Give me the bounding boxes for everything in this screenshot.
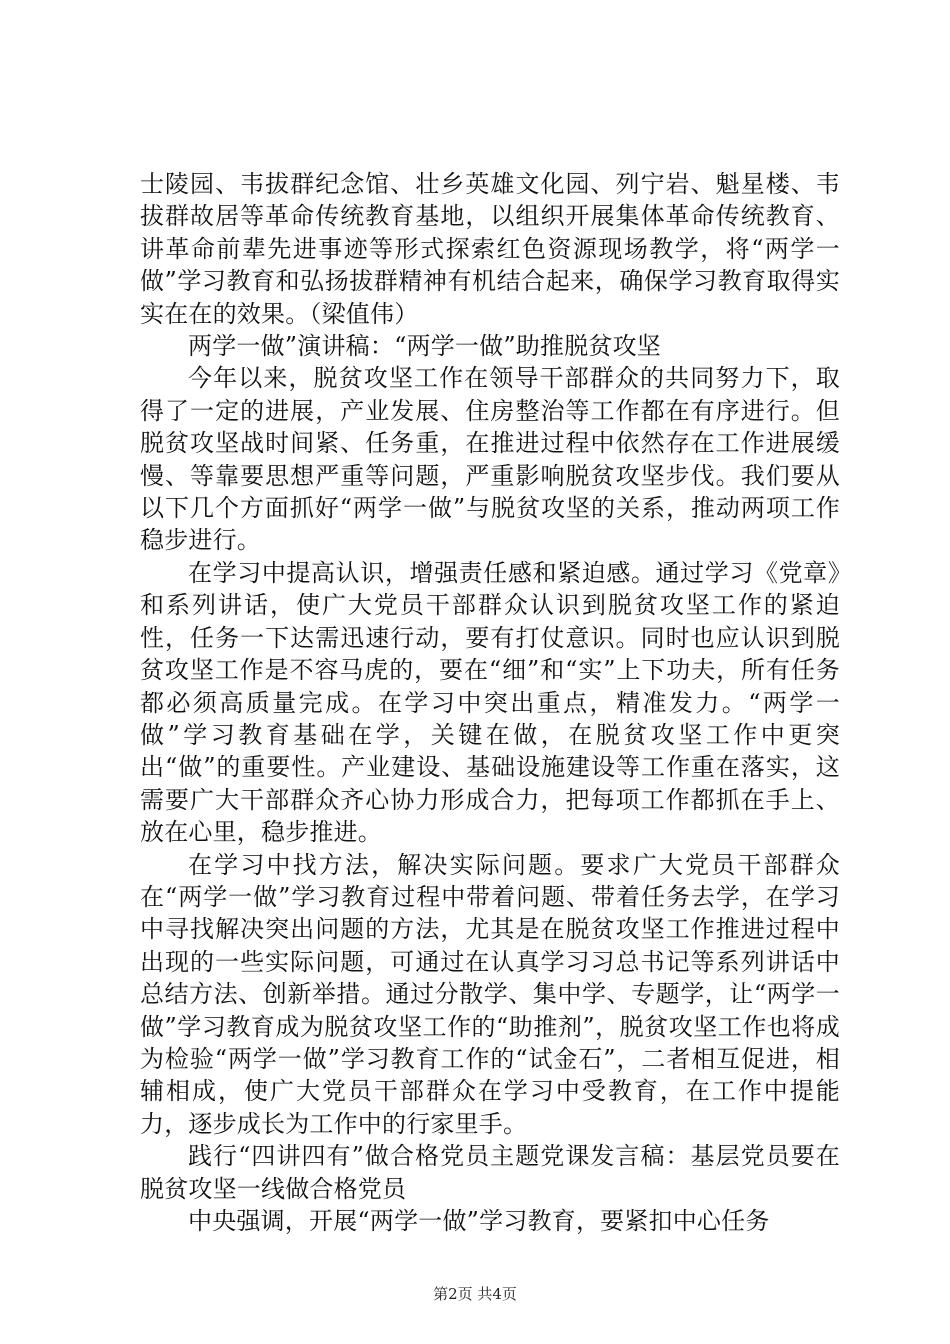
paragraph-central: 中央强调，开展“两学一做”学习教育，要紧扣中心任务 xyxy=(188,1207,770,1235)
paragraph-lecture-title: 践行“四讲四有”做合格党员主题党课发言稿：基层党员要在脱贫攻坚一线做合格党员 xyxy=(140,1142,840,1203)
page-footer: 第2页 共4页 xyxy=(433,1285,517,1303)
document-body xyxy=(140,168,840,1237)
paragraph-methods: 在学习中找方法，解决实际问题。要求广大党员干部群众在“两学一做”学习教育过程中带着问题、带着任务去学，在学习中寻找解决突出问题的方法，尤其是在脱贫攻坚工作推进过程中出现的一些实际问题，可通过在认真学习习总书记等系列讲话中总结方法、创新举措。通过分散学、集中学、专题学，让“两学一做”学习教育成为脱贫攻坚工作的“助推剂”，脱贫攻坚工作也将成为检验“两学一做”学习教育工作的“试金石”，二者相互促进，相辅相成，使广大党员干部群众在学习中受教育，在工作中提能力，逐步成长为工作中的行家里手。 xyxy=(140,850,840,1138)
paragraph-intro: 今年以来，脱贫攻坚工作在领导干部群众的共同努力下，取得了一定的进展，产业发展、住房整治等工作都在有序进行。但脱贫攻坚战时间紧、任务重，在推进过程中依然存在工作进展缓慢、等靠要思想严重等问题，严重影响脱贫攻坚步伐。我们要从以下几个方面抓好“两学一做”与脱贫攻坚的关系，推动两项工作稳步进行。 xyxy=(140,364,840,555)
paragraph-awareness: 在学习中提高认识，增强责任感和紧迫感。通过学习《党章》和系列讲话，使广大党员干部群众认识到脱贫攻坚工作的紧迫性，任务一下达需迅速行动，要有打仗意识。同时也应认识到脱贫攻坚工作是不容马虎的，要在“细”和“实”上下功夫，所有任务都必须高质量完成。在学习中突出重点，精准发力。“两学一做”学习教育基础在学，关键在做，在脱贫攻坚工作中更突出“做”的重要性。产业建设、基础设施建设等工作重在落实，这需要广大干部群众齐心协力形成合力，把每项工作都抓在手上、放在心里，稳步推进。 xyxy=(140,558,840,847)
paragraph-continuation: 士陵园、韦拔群纪念馆、壮乡英雄文化园、列宁岩、魁星楼、韦拔群故居等革命传统教育基地，以组织开展集体革命传统教育、讲革命前辈先进事迹等形式探索红色资源现场教学，将“两学一做”学习教育和弘扬拔群精神有机结合起来，确保学习教育取得实实在在的效果。（梁值伟） xyxy=(140,170,840,328)
paragraph-speech-title: 两学一做”演讲稿：“两学一做”助推脱贫攻坚 xyxy=(188,332,662,361)
